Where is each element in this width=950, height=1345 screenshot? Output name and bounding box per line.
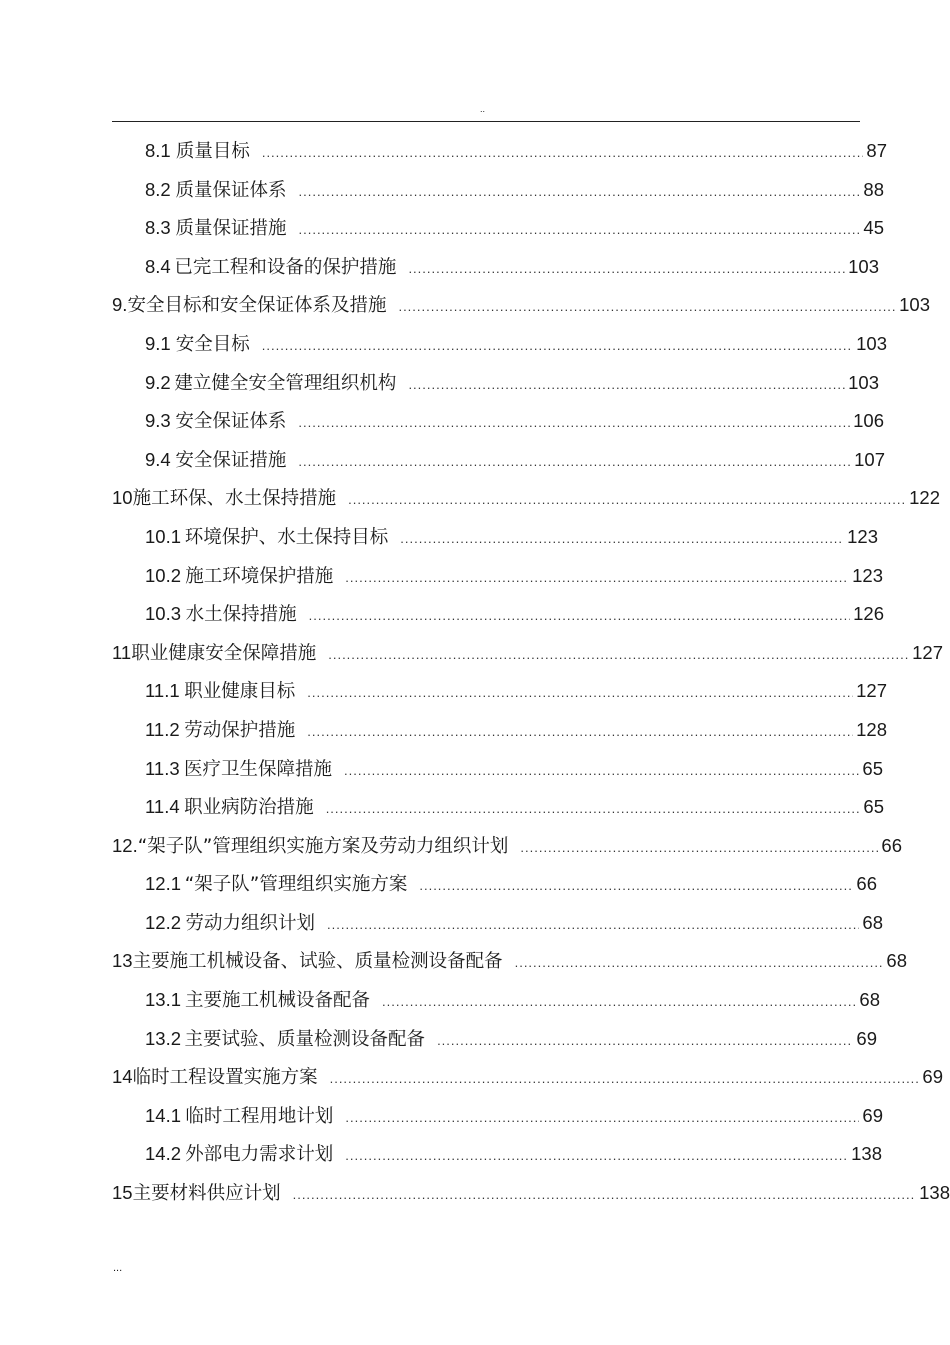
toc-entry-title: 劳动保护措施 [184,719,296,741]
toc-leader-dots [262,141,864,165]
toc-entry[interactable] [0,749,950,788]
table-of-contents [0,131,950,1212]
toc-leader-dots [408,373,845,397]
toc-entry-title: 职业病防治措施 [184,797,314,819]
toc-entry-title: 主要施工机械设备、试验、质量检测设备配备 [132,951,503,973]
toc-entry[interactable] [0,1057,950,1096]
toc-entry-number: 9.1 [145,332,171,354]
toc-entry-page: 106 [853,410,884,432]
toc-entry-number: 11.4 [145,796,180,818]
toc-leader-dots [408,257,845,281]
header-rule [112,121,860,122]
toc-entry[interactable] [0,633,950,672]
footer-mark: ... [113,1262,123,1274]
toc-entry-title: 主要施工机械设备配备 [185,990,371,1012]
toc-entry-page: 66 [881,834,902,856]
toc-entry-page: 65 [862,757,883,779]
toc-leader-dots [262,334,853,358]
toc-entry-number: 8.2 [145,178,171,200]
toc-leader-dots [400,527,844,551]
toc-entry-page: 128 [856,718,887,740]
toc-entry-number: 14 [112,1066,133,1088]
toc-entry-page: 123 [847,525,878,547]
toc-entry[interactable] [0,401,950,440]
toc-leader-dots [382,990,856,1014]
toc-entry-title: 劳动力组织计划 [185,912,316,934]
toc-entry-page: 123 [852,564,883,586]
toc-entry-title: 质量目标 [175,141,250,162]
toc-entry-page: 66 [856,873,877,895]
toc-leader-dots [348,488,906,512]
toc-entry-title: 安全保证体系 [175,411,287,433]
toc-entry-number: 9.4 [145,448,171,470]
toc-entry[interactable] [0,903,950,942]
toc-leader-dots [345,1144,848,1168]
toc-entry-title: 主要试验、质量检测设备配备 [184,1028,426,1050]
toc-entry-number: 10 [112,487,133,509]
toc-entry[interactable] [0,980,950,1019]
toc-entry-title: 安全目标 [175,333,250,355]
toc-entry-number: 10.3 [145,603,182,625]
toc-entry-title: 已完工程和设备的保护措施 [174,256,397,278]
toc-entry-page: 107 [854,448,885,470]
toc-entry-title: 安全保证措施 [175,449,287,471]
toc-leader-dots [309,604,851,628]
toc-leader-dots [307,681,853,705]
toc-entry-page: 126 [853,603,884,625]
toc-leader-dots [326,797,861,821]
toc-leader-dots [299,180,861,204]
toc-entry-page: 68 [886,950,907,972]
toc-entry[interactable] [0,671,950,710]
toc-entry-title: “架子队”管理组织实施方案及劳动力组织计划 [137,835,509,857]
toc-leader-dots [437,1029,853,1053]
toc-entry-title: 职业健康目标 [184,681,296,703]
toc-entry-title: 医疗卫生保障措施 [184,758,333,780]
toc-entry-title: 临时工程用地计划 [185,1105,334,1127]
toc-entry-number: 9.3 [145,410,171,432]
toc-leader-dots [515,951,884,975]
toc-leader-dots [293,1183,917,1207]
toc-entry-page: 68 [859,989,880,1011]
toc-entry-number: 11.3 [145,757,180,779]
toc-entry-page: 103 [899,294,930,316]
toc-entry[interactable] [0,517,950,556]
toc-entry-number: 13.2 [145,1027,182,1049]
toc-entry-number: 8.4 [145,255,171,277]
toc-entry-number: 13.1 [145,989,182,1011]
toc-entry-page: 103 [856,332,887,354]
toc-entry-title: 主要材料供应计划 [132,1183,281,1205]
toc-entry[interactable] [0,864,950,903]
toc-entry-page: 122 [909,487,940,509]
toc-entry-page: 69 [862,1104,883,1126]
toc-entry-title: 质量保证措施 [175,218,287,240]
toc-entry-page: 127 [912,641,943,663]
toc-leader-dots [298,411,850,435]
toc-entry[interactable] [0,363,950,402]
toc-leader-dots [398,295,896,319]
toc-entry[interactable] [0,941,950,980]
toc-leader-dots [419,874,853,898]
toc-leader-dots [307,720,853,744]
toc-entry-number: 11.1 [145,680,180,702]
toc-entry-number: 12. [112,834,138,856]
toc-entry[interactable] [0,247,950,286]
toc-entry-number: 13 [112,950,133,972]
toc-leader-dots [520,836,878,860]
toc-entry-page: 138 [851,1143,882,1165]
toc-entry-page: 68 [862,911,883,933]
toc-entry[interactable] [0,1096,950,1135]
toc-entry-number: 10.1 [145,525,182,547]
toc-entry-number: 12.2 [145,911,182,933]
toc-entry-number: 15 [112,1182,133,1204]
toc-entry-title: “架子队”管理组织实施方案 [184,874,408,896]
toc-entry[interactable] [0,556,950,595]
toc-entry-title: 职业健康安全保障措施 [131,642,317,664]
toc-entry-number: 9.2 [145,371,171,393]
toc-entry[interactable] [0,826,950,865]
toc-entry-page: 138 [919,1182,950,1204]
toc-entry[interactable] [0,478,950,517]
toc-entry-title: 水土保持措施 [185,604,297,626]
toc-entry[interactable] [0,1134,950,1173]
toc-entry-number: 9. [112,294,128,316]
toc-entry-page: 103 [848,255,879,277]
toc-entry[interactable] [0,324,950,363]
toc-entry-title: 质量保证体系 [175,179,287,201]
toc-entry-number: 12.1 [145,873,182,895]
toc-entry-number: 14.2 [145,1143,182,1165]
toc-entry-page: 103 [848,371,879,393]
toc-entry-number: 8.1 [145,140,171,161]
toc-entry[interactable] [0,710,950,749]
toc-entry[interactable] [0,787,950,826]
toc-entry-number: 14.1 [145,1104,182,1126]
toc-entry-number: 10.2 [145,564,182,586]
toc-entry-title: 施工环保、水土保持措施 [132,488,337,510]
toc-leader-dots [345,566,849,590]
toc-leader-dots [327,913,859,937]
toc-entry[interactable] [0,131,950,170]
toc-entry-title: 环境保护、水土保持目标 [184,526,389,548]
toc-entry[interactable] [0,1173,950,1212]
toc-entry-page: 87 [866,140,887,161]
toc-entry-number: 11.2 [145,718,180,740]
toc-entry[interactable] [0,285,950,324]
toc-leader-dots [299,218,861,242]
toc-entry-page: 127 [856,680,887,702]
toc-leader-dots [345,1106,859,1130]
toc-entry[interactable] [0,170,950,209]
toc-leader-dots [298,450,851,474]
toc-entry-title: 外部电力需求计划 [185,1144,334,1166]
toc-entry-title: 建立健全安全管理组织机构 [174,372,397,394]
toc-entry-page: 88 [863,178,884,200]
toc-entry-page: 45 [863,217,884,239]
toc-entry[interactable] [0,1019,950,1058]
toc-entry[interactable] [0,208,950,247]
toc-entry[interactable] [0,594,950,633]
toc-leader-dots [328,643,909,667]
toc-entry-title: 临时工程设置实施方案 [132,1067,318,1089]
toc-entry-page: 69 [856,1027,877,1049]
toc-entry-number: 11 [112,641,132,663]
toc-leader-dots [344,759,859,783]
toc-leader-dots [330,1067,920,1091]
toc-entry-page: 65 [863,796,884,818]
toc-entry-page: 69 [922,1066,943,1088]
toc-entry[interactable] [0,440,950,479]
toc-entry-number: 8.3 [145,217,171,239]
header-mark: .. [480,104,486,114]
toc-entry-title: 施工环境保护措施 [185,565,334,587]
toc-entry-title: 安全目标和安全保证体系及措施 [127,295,387,317]
